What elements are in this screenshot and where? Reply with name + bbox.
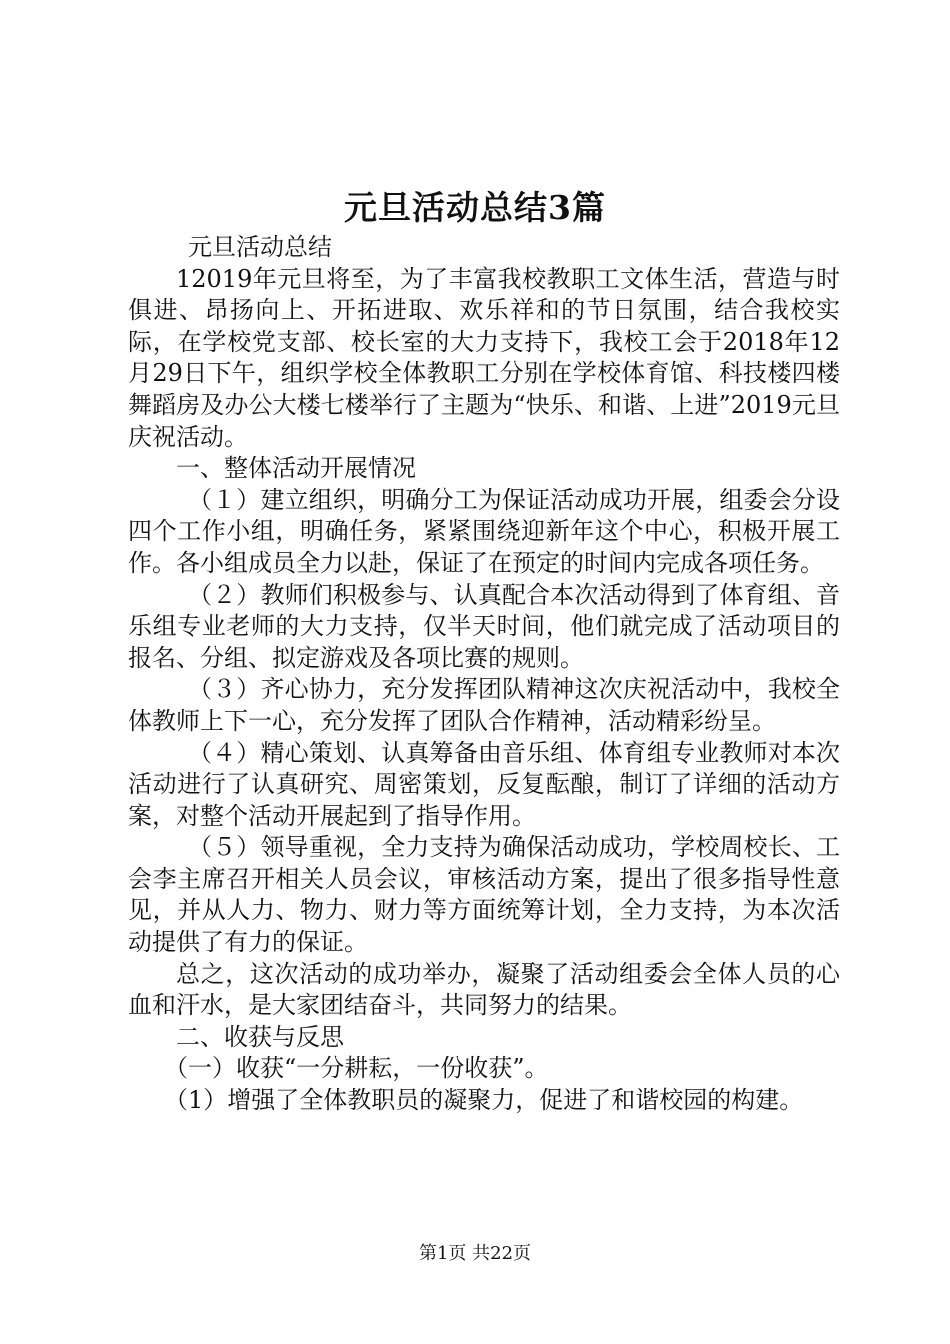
page-number-label: 第1页 共22页 [418, 1243, 532, 1264]
paragraph-item-5: （５）领导重视，全力支持为确保活动成功，学校周校长、工会李主席召开相关人员会议，审核活动方案，提出了很多指导性意见，并从人力、物力、财力等方面统筹计划，全力支持，为本次活动提供了有力的保证。 [128, 833, 840, 957]
document-title: 元旦活动总结3篇 [344, 188, 606, 227]
heading-section-1: 一、整体活动开展情况 [176, 454, 416, 483]
paragraph-item-3: （３）齐心协力，充分发挥团队精神这次庆祝活动中，我校全体教师上下一心，充分发挥了团队合作精神，活动精彩纷呈。 [128, 675, 840, 735]
paragraph-item-1: （１）建立组织，明确分工为保证活动成功开展，组委会分设四个工作小组，明确任务，紧紧围绕迎新年这个中心，积极开展工作。各小组成员全力以赴，保证了在预定的时间内完成各项任务。 [128, 485, 840, 577]
page-footer [0, 1241, 950, 1267]
paragraph-intro: 12019年元旦将至，为了丰富我校教职工文体生活，营造与时俱进、昂扬向上、开拓进取、欢乐祥和的节日氛围，结合我校实际，在学校党支部、校长室的大力支持下，我校工会于2018年12月29日下午，组织学校全体教职工分别在学校体育馆、科技楼四楼舞蹈房及办公大楼七楼举行了主题为“快乐、和谐、上进”2019元旦庆祝活动。 [128, 264, 840, 451]
paragraph-item-4: （４）精心策划、认真筹备由音乐组、体育组专业教师对本次活动进行了认真研究、周密策划，反复酝酿，制订了详细的活动方案，对整个活动开展起到了指导作用。 [128, 738, 840, 830]
document-body [128, 232, 840, 1117]
paragraph-gain-1: （1）增强了全体教职员的凝聚力，促进了和谐校园的构建。 [164, 1086, 804, 1115]
paragraph-subtitle: 元旦活动总结 [188, 233, 332, 261]
heading-subsection-1: （一）收获“一分耕耘，一份收获”。 [164, 1054, 549, 1083]
heading-section-2: 二、收获与反思 [176, 1022, 344, 1051]
paragraph-summary: 总之，这次活动的成功举办，凝聚了活动组委会全体人员的心血和汗水，是大家团结奋斗，共同努力的结果。 [128, 959, 840, 1020]
paragraph-item-2: （２）教师们积极参与、认真配合本次活动得到了体育组、音乐组专业老师的大力支持，仅半天时间，他们就完成了活动项目的报名、分组、拟定游戏及各项比赛的规则。 [128, 580, 840, 672]
